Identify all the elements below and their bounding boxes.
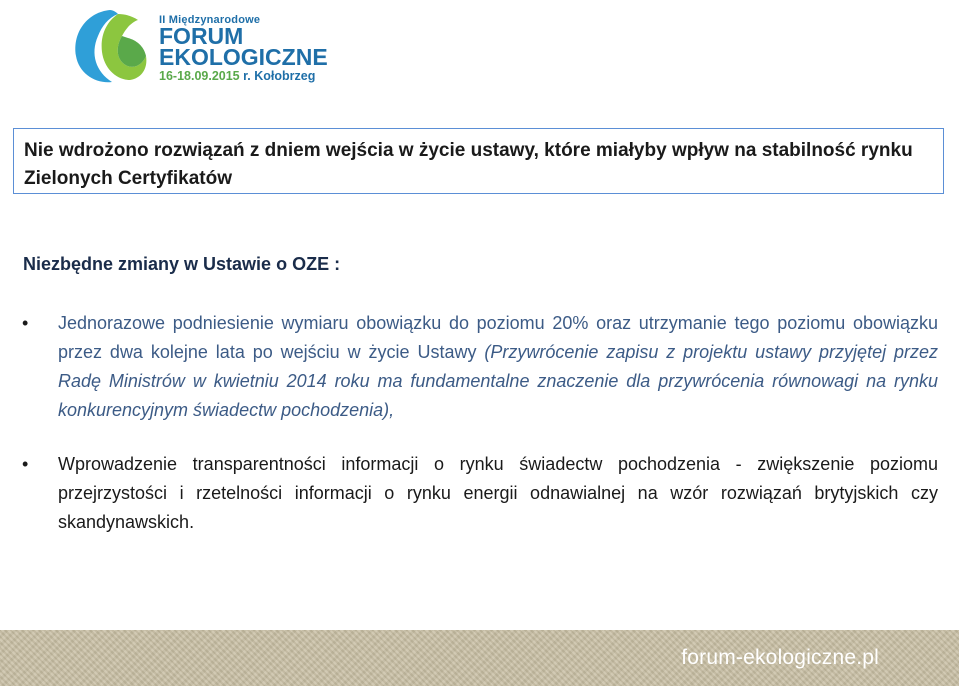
list-item: [22, 450, 938, 537]
footer-url: forum-ekologiczne.pl: [681, 646, 879, 669]
subheading: Niezbędne zmiany w Ustawie o OZE :: [23, 254, 341, 274]
logo-forum: FORUM: [159, 23, 244, 49]
title-box: [13, 128, 944, 194]
bullet-text: Wprowadzenie transparentności informacji o rynku świadectw pochodzenia - zwiększenie poziomu przejrzystości i rzetelności informacji o rynku energii odnawialnej na wzór rozwiązań brytyjskich czy skandynawskich.: [58, 454, 938, 532]
leaf-logo-icon: [66, 6, 150, 86]
footer-bar: [0, 630, 959, 686]
bullet-icon: •: [22, 313, 29, 333]
slide-title: Nie wdrożono rozwiązań z dniem wejścia w życie ustawy, które miałyby wpływ na stabilność rynku Zielonych Certyfikatów: [24, 140, 913, 189]
logo-ekologiczne: EKOLOGICZNE: [159, 44, 328, 70]
bullet-list: [22, 309, 938, 537]
forum-logo: [66, 6, 346, 86]
bullet-icon: •: [22, 454, 29, 474]
logo-date-location: [159, 69, 328, 83]
bullet-italic-text: (Przywrócenie zapisu z projektu ustawy przyjętej przez Radę Ministrów w kwietniu 2014 roku ma fundamentalne znaczenie dla przywrócenia równowagi na rynku konkurencyjnym świadectw pochodzenia),: [58, 342, 939, 420]
list-item: [22, 309, 938, 425]
bullet-text: Jednorazowe podniesienie wymiaru obowiązku do poziomu 20% oraz utrzymanie tego poziomu obowiązku przez dwa kolejne lata po wejściu w życie Ustawy: [58, 313, 938, 362]
logo-date: 16-18.09.2015: [159, 69, 240, 83]
logo-subtitle: II Międzynarodowe: [159, 14, 261, 26]
logo-text: [159, 14, 328, 83]
logo-location: r. Kołobrzeg: [239, 69, 316, 83]
